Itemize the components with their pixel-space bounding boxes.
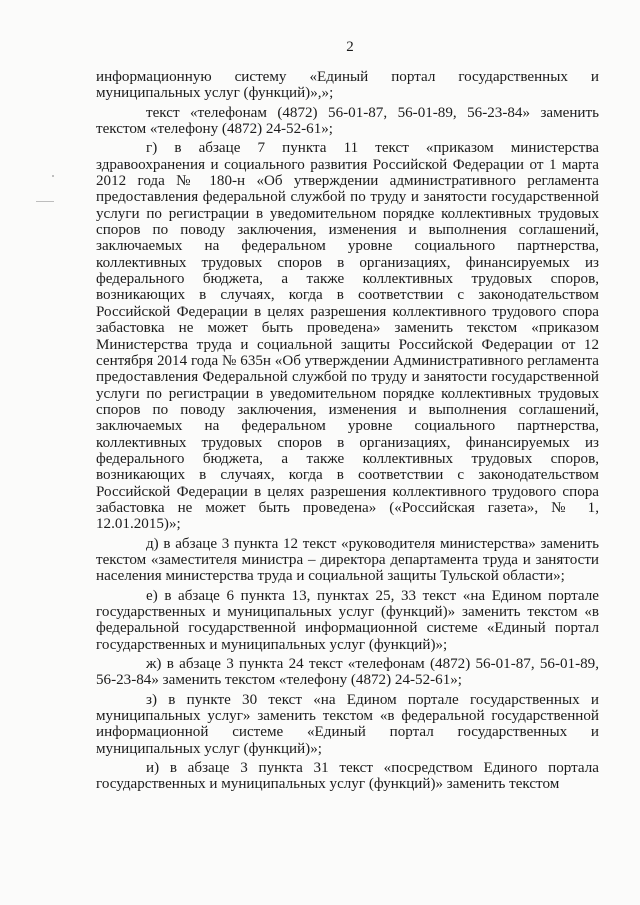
paragraph: и) в абзаце 3 пункта 31 текст «посредством Единого портала государственных и муниципальных услуг (функций)» заменить текстом [96,760,599,793]
page-number: 2 [346,39,354,55]
paragraph: г) в абзаце 7 пункта 11 текст «приказом министерства здравоохранения и социального развития Российской Федерации от 1 марта 2012 года № 180-н «Об утверждении административного регламента предоставления федеральной службой по труду и занятости государственной услуги по регистрации в уведомительном порядке коллективных трудовых споров по поводу заключения, изменения и выполнения соглашений, заключаемых на федеральном уровне социального партнерства, коллективных трудовых споров в организациях, финансируемых из федерального бюджета, а также коллективных трудовых споров, возникающих в случаях, когда в соответствии с законодательством Российской Федерации в целях разрешения коллективного трудового спора забастовка не может быть проведена» заменить текстом «приказом Министерства труда и социальной защиты Российской Федерации от 12 сентября 2014 года № 635н «Об утверждении Административного регламента предоставления Федеральной службой по труду и занятости государственной услуги по регистрации в уведомительном порядке коллективных трудовых споров по поводу заключения, изменения и выполнения соглашений, заключаемых на федеральном уровне социального партнерства, коллективных трудовых споров в организациях, финансируемых из федерального бюджета, а также коллективных трудовых споров, возникающих в случаях, когда в соответствии с законодательством Российской Федерации в целях разрешения коллективного трудового спора забастовка не может быть проведена» («Российская газета», № 1, 12.01.2015)»; [96,140,599,533]
document-body [96,63,599,796]
paragraph: текст «телефонам (4872) 56-01-87, 56-01-89, 56-23-84» заменить текстом «телефону (4872) 24-52-61»; [96,104,599,138]
paragraph: ж) в абзаце 3 пункта 24 текст «телефонам (4872) 56-01-87, 56-01-89, 56-23-84» заменить текстом «телефону (4872) 24-52-61»; [96,656,599,689]
paragraph: з) в пункте 30 текст «на Едином портале государственных и муниципальных услуг» заменить текстом «в федеральной государственной информационной системе «Единый портал государственных и муниципальных услуг (функций)»; [96,691,599,757]
scan-artifact [36,201,54,202]
paragraph: информационную систему «Единый портал государственных и муниципальных услуг (функций)»,»; [96,69,599,102]
paragraph: д) в абзаце 3 пункта 12 текст «руководителя министерства» заменить текстом «заместителя министра – директора департамента труда и занятости населения министерства труда и социальной защиты Тульской области»; [96,535,599,585]
paragraph: е) в абзаце 6 пункта 13, пунктах 25, 33 текст «на Едином портале государственных и муниципальных услуг (функций)» заменить текстом «в федеральной государственной информационной системе «Единый портал государственных и муниципальных услуг (функций)»; [96,587,599,653]
scan-artifact [52,175,54,177]
